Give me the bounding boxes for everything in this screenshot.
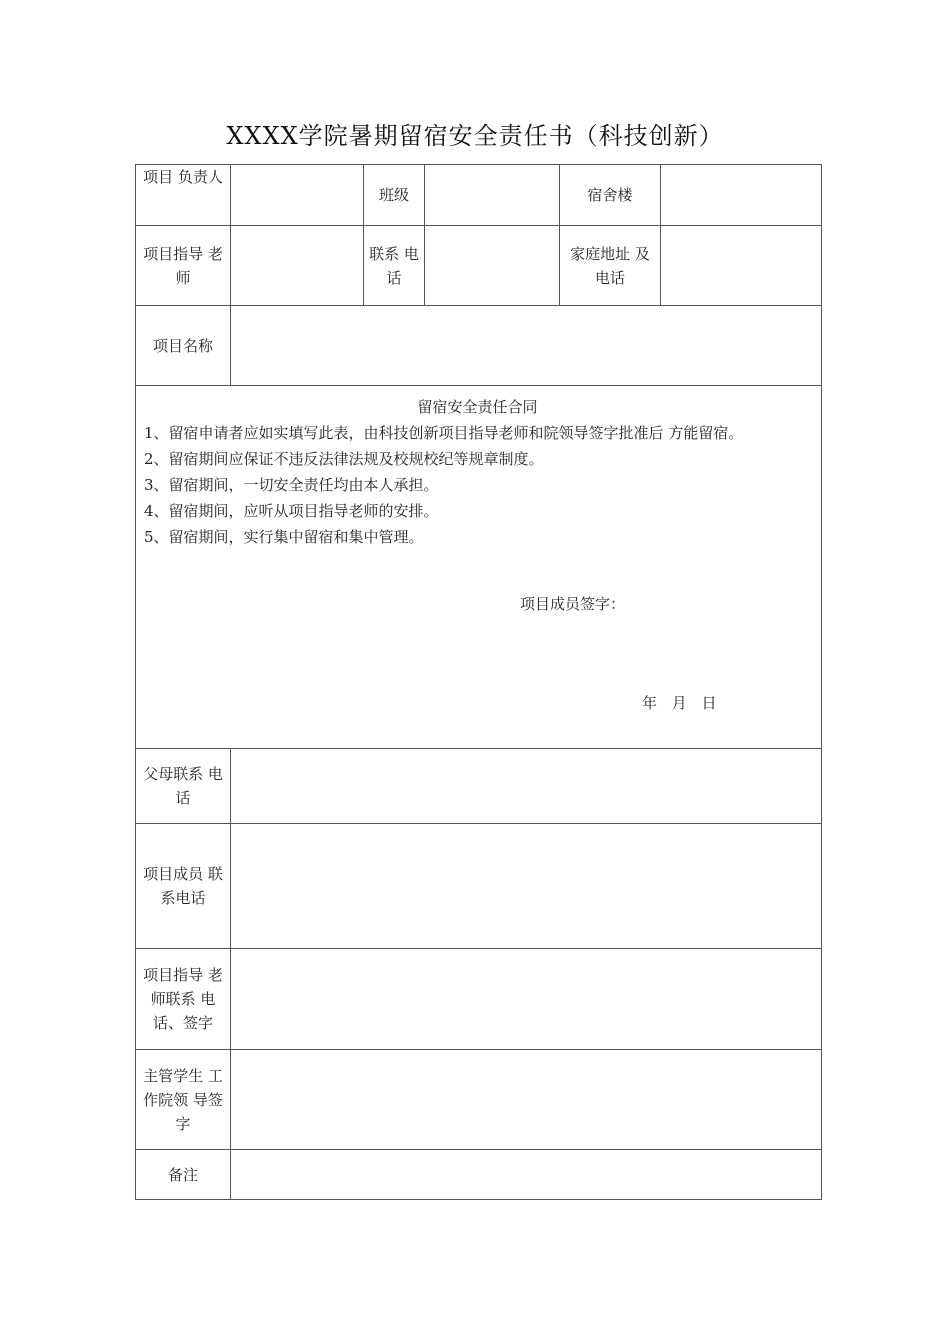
project-leader-label: 项目 负责人 <box>136 165 231 226</box>
member-phone-label: 项目成员 联系电话 <box>136 824 231 949</box>
advisor-sign-label: 项目指导 老师联系 电话、签字 <box>136 949 231 1050</box>
contract-item: 1、留宿申请者应如实填写此表，由科技创新项目指导老师和院领导签字批准后 方能留宿。 <box>144 424 744 442</box>
member-signature-label: 项目成员签字： <box>520 595 626 613</box>
contract-item: 3、留宿期间，一切安全责任均由本人承担。 <box>144 476 439 494</box>
class-field[interactable] <box>425 165 560 226</box>
advisor-sign-field[interactable] <box>231 949 822 1050</box>
page-title: XXXX学院暑期留宿安全责任书（科技创新） <box>226 122 724 150</box>
advisor-field[interactable] <box>231 226 364 306</box>
remarks-label: 备注 <box>136 1150 231 1200</box>
responsibility-form-table <box>135 164 822 1200</box>
contract-item: 2、留宿期间应保证不违反法律法规及校规校纪等规章制度。 <box>144 450 544 468</box>
advisor-label: 项目指导 老师 <box>136 226 231 306</box>
class-label: 班级 <box>364 165 425 226</box>
dorm-label: 宿舍楼 <box>560 165 661 226</box>
contact-phone-label: 联系 电话 <box>364 226 425 306</box>
project-name-field[interactable] <box>231 306 822 386</box>
leader-sign-label: 主管学生 工作院领 导签字 <box>136 1050 231 1150</box>
parent-phone-field[interactable] <box>231 749 822 824</box>
contract-item: 5、留宿期间，实行集中留宿和集中管理。 <box>144 528 424 546</box>
home-address-label: 家庭地址 及 电话 <box>560 226 661 306</box>
date-label: 年 月 日 <box>642 694 717 712</box>
project-leader-field[interactable] <box>231 165 364 226</box>
member-phone-field[interactable] <box>231 824 822 949</box>
home-address-field[interactable] <box>661 226 822 306</box>
contract-item: 4、留宿期间，应听从项目指导老师的安排。 <box>144 502 439 520</box>
project-name-label: 项目名称 <box>136 306 231 386</box>
remarks-field[interactable] <box>231 1150 822 1200</box>
contract-section <box>136 386 822 749</box>
contract-items <box>144 420 811 550</box>
contract-heading: 留宿安全责任合同 <box>417 398 538 416</box>
dorm-field[interactable] <box>661 165 822 226</box>
contact-phone-field[interactable] <box>425 226 560 306</box>
leader-sign-field[interactable] <box>231 1050 822 1150</box>
parent-phone-label: 父母联系 电话 <box>136 749 231 824</box>
